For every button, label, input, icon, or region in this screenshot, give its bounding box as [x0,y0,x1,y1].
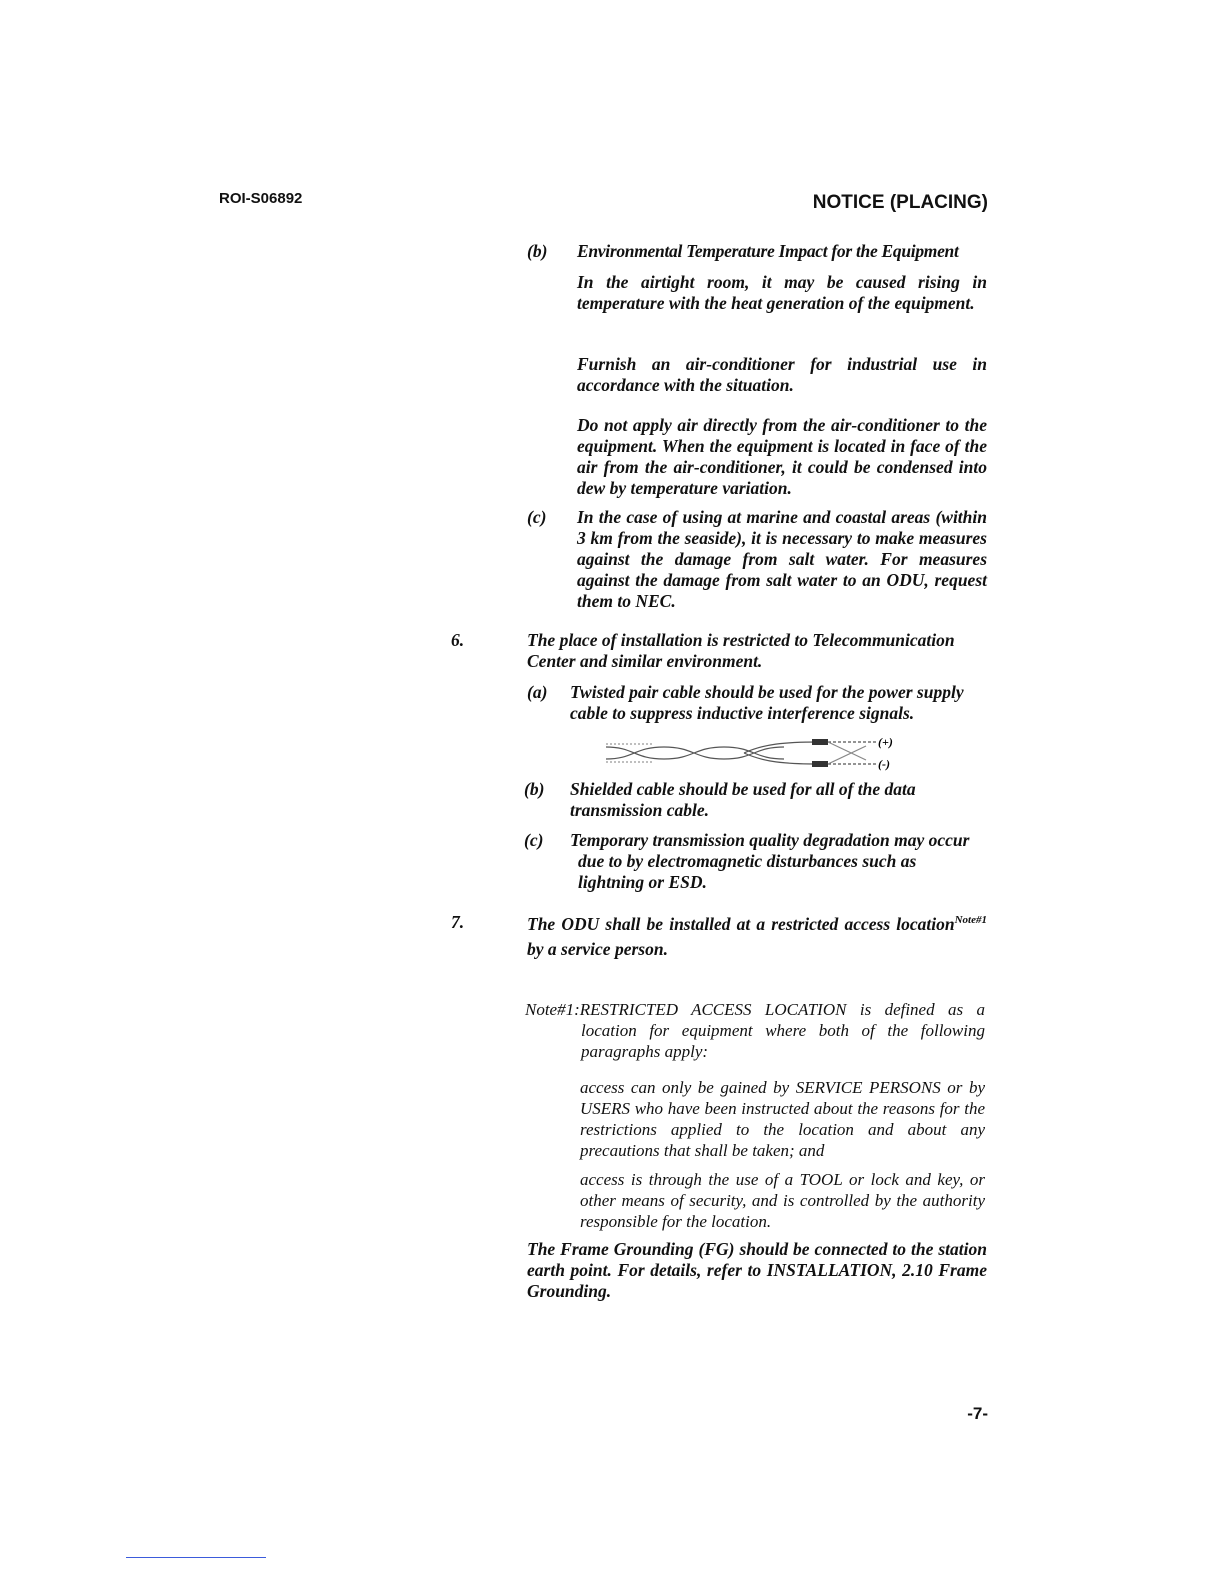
footer-rule [126,1557,266,1558]
item-6b-label: (b) [524,779,545,799]
note-1-paragraph-1: access can only be gained by SERVICE PERSONS or by USERS who have been instructed about the reasons for the restrictions applied to the location and about any precautions that shall be taken; and [580,1078,985,1160]
item-b-paragraph-2: Furnish an air-conditioner for industrial use in accordance with the situation. [577,354,987,395]
note-1-paragraph-2: access is through the use of a TOOL or lock and key, or other means of security, and is controlled by the authority responsible for the location. [580,1170,985,1231]
item-6c-text: Temporary transmission quality degradation may occur due to by electromagnetic disturbances such as lightning or ESD. [570,830,970,892]
item-7-text-main: The ODU shall be installed at a restricted access location [527,914,955,934]
item-6c-label: (c) [524,830,544,850]
twisted-pair-cable-figure [604,736,904,772]
item-b-paragraph-1: In the airtight room, it may be caused rising in temperature with the heat generation of the equipment. [577,272,987,313]
item-6a-text: Twisted pair cable should be used for the power supply cable to suppress inductive interference signals. [570,682,964,723]
cable-minus-label: (-) [878,757,890,771]
item-b-paragraph-3: Do not apply air directly from the air-conditioner to the equipment. When the equipment is located in face of the air from the air-conditioner, it could be condensed into dew by temperature variation. [577,415,987,498]
item-6-text: The place of installation is restricted to Telecommunication Center and similar environment. [527,630,955,671]
item-6a-label: (a) [527,682,548,702]
note-1-intro: Note#1:RESTRICTED ACCESS LOCATION is defined as a location for equipment where both of the following paragraphs apply: [525,1000,985,1061]
cable-plus-label: (+) [878,736,893,749]
page-number: -7- [967,1404,988,1423]
item-b-label: (b) [527,241,548,261]
item-b-title: Environmental Temperature Impact for the Equipment [577,241,959,261]
item-7-note-ref: Note#1 [954,914,987,927]
section-title: NOTICE (PLACING) [812,192,988,213]
item-6-number: 6. [451,630,465,650]
item-6b-text: Shielded cable should be used for all of the data transmission cable. [570,779,916,820]
item-7-text [527,912,987,962]
item-7-number: 7. [451,912,465,932]
twisted-pair-cable-drawing [606,739,876,767]
item-7-text-end: by a service person. [527,939,668,959]
frame-grounding-text: The Frame Grounding (FG) should be connected to the station earth point. For details, refer to INSTALLATION, 2.10 Frame Grounding. [527,1239,987,1301]
item-c-label: (c) [527,507,547,527]
document-id: ROI-S06892 [219,190,303,207]
item-c-text: In the case of using at marine and coastal areas (within 3 km from the seaside), it is necessary to make measures against the damage from salt water. For measures against the damage from salt water to an ODU, request them to NEC. [577,507,987,611]
